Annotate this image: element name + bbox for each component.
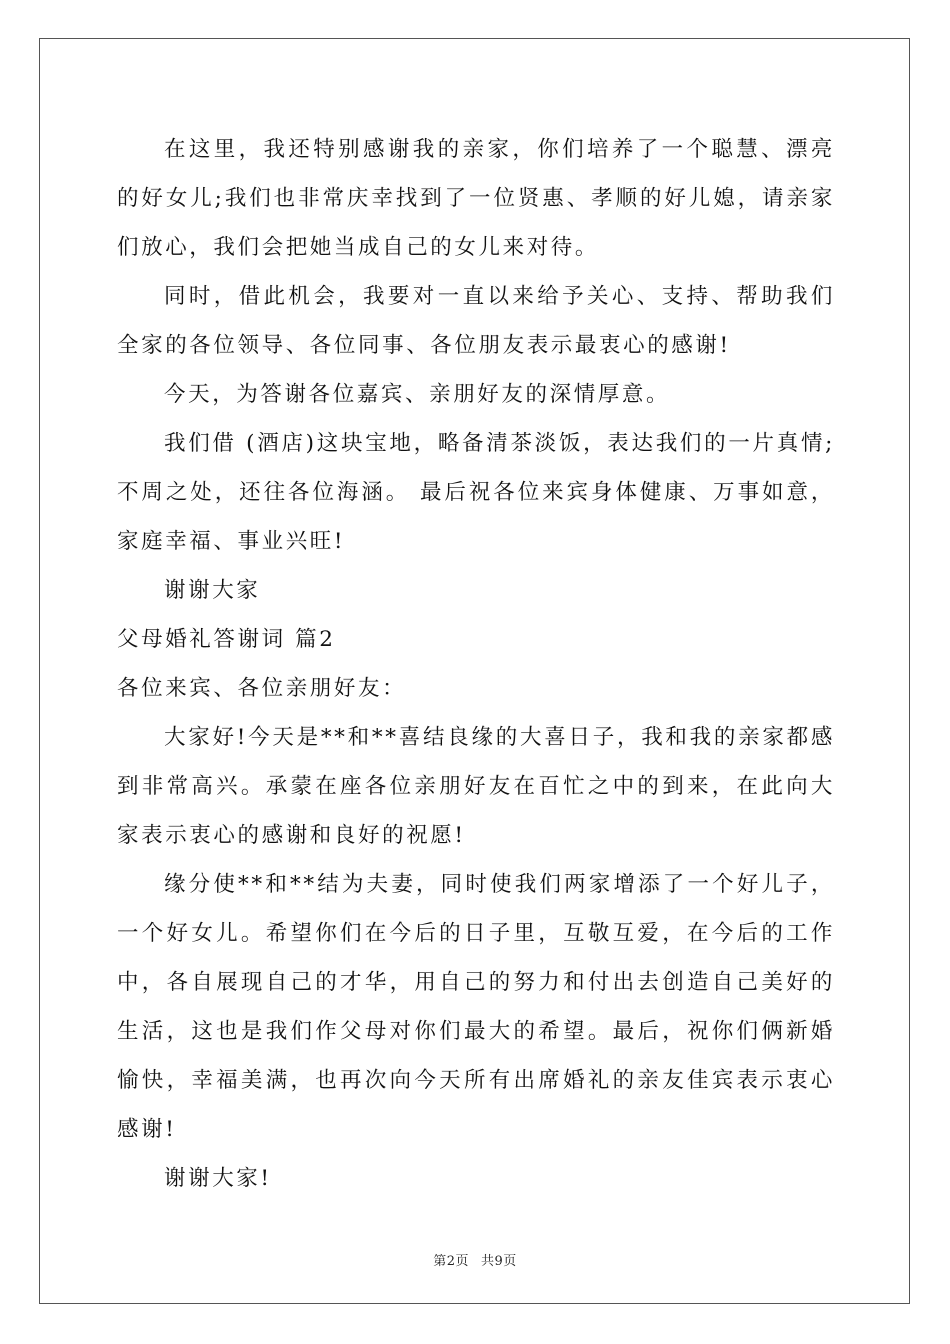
- paragraph-closing-thanks: 谢谢大家: [164, 578, 261, 603]
- paragraph-hotel-blessing: 我们借 (酒店)这块宝地，略备清茶淡饭，表达我们的一片真情;不周之处，还往各位海涵。 最后祝各位来宾身体健康、万事如意，家庭幸福、事业兴旺!: [117, 431, 835, 554]
- paragraph-thanks-in-laws: 在这里，我还特别感谢我的亲家，你们培养了一个聪慧、漂亮的好女儿;我们也非常庆幸找到了一位贤惠、孝顺的好儿媳，请亲家们放心，我们会把她当成自己的女儿来对待。: [117, 137, 835, 260]
- paragraph-thanks-guests: 今天，为答谢各位嘉宾、亲朋好友的深情厚意。: [164, 382, 671, 407]
- page-number: 第2页: [433, 1254, 469, 1269]
- salutation: 各位来宾、各位亲朋好友：: [117, 676, 407, 701]
- paragraph-wishes: 缘分使**和**结为夫妻，同时使我们两家增添了一个好儿子，一个好女儿。希望你们在今后的日子里，互敬互爱，在今后的工作中，各自展现自己的才华，用自己的努力和付出去创造自己美好的生活，这也是我们作父母对你们最大的希望。最后，祝你们俩新婚愉快，幸福美满，也再次向今天所有出席婚礼的亲友佳宾表示衷心感谢!: [117, 872, 835, 1142]
- paragraph-final-thanks: 谢谢大家!: [164, 1166, 272, 1191]
- page-footer: [0, 1250, 950, 1269]
- paragraph-thanks-colleagues: 同时，借此机会，我要对一直以来给予关心、支持、帮助我们全家的各位领导、各位同事、各位朋友表示最衷心的感谢!: [117, 284, 835, 358]
- page-total: 共9页: [481, 1254, 517, 1269]
- section-heading: 父母婚礼答谢词 篇2: [117, 627, 336, 652]
- document-body: [117, 125, 835, 1203]
- paragraph-greeting: 大家好!今天是**和**喜结良缘的大喜日子，我和我的亲家都感到非常高兴。承蒙在座各位亲朋好友在百忙之中的到来，在此向大家表示衷心的感谢和良好的祝愿!: [117, 725, 835, 848]
